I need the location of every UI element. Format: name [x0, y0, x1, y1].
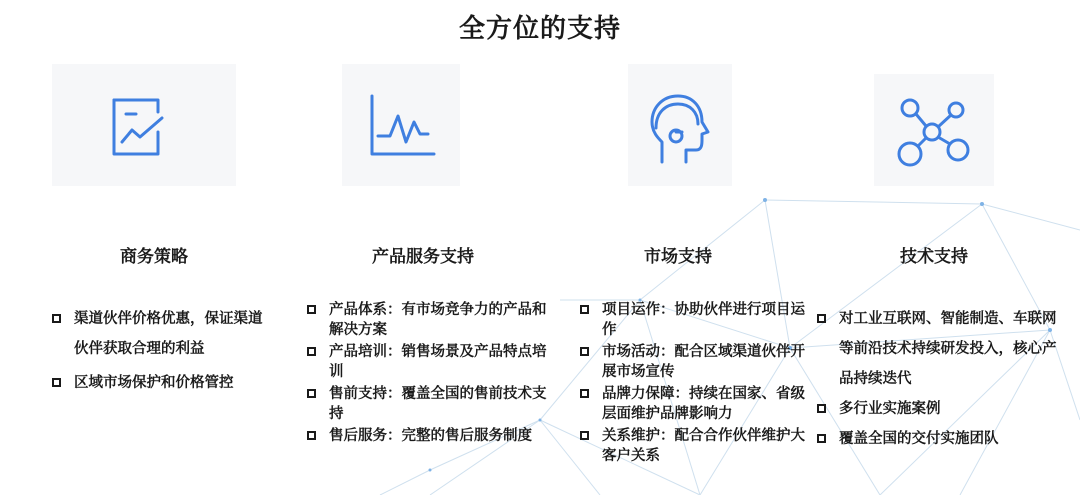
icon-panel: [874, 74, 994, 186]
pulse-chart-icon: [368, 94, 436, 160]
checkbox-bullet-icon: [52, 378, 61, 387]
checkbox-bullet-icon: [307, 305, 316, 314]
column-heading: 产品服务支持: [372, 247, 474, 267]
icon-panel: [342, 64, 460, 186]
chart-trend-icon: [110, 96, 168, 158]
checkbox-bullet-icon: [52, 314, 61, 323]
checkbox-bullet-icon: [580, 305, 589, 314]
checkbox-bullet-icon: [580, 431, 589, 440]
list-item: 渠道伙伴价格优惠，保证渠道伙伴获取合理的利益: [52, 304, 272, 364]
list-item: 项目运作：协助伙伴进行项目运作: [580, 300, 810, 340]
checkbox-bullet-icon: [580, 347, 589, 356]
list-item: 产品体系：有市场竞争力的产品和解决方案: [307, 300, 552, 340]
icon-panel: [628, 64, 732, 186]
page-title: 全方位的支持: [458, 14, 621, 44]
list-item: 市场活动：配合区域渠道伙伴开展市场宣传: [580, 342, 810, 382]
headset-user-icon: [646, 92, 718, 166]
list-item: 产品培训：销售场景及产品特点培训: [307, 342, 552, 382]
checkbox-bullet-icon: [817, 404, 826, 413]
column-heading: 技术支持: [900, 247, 968, 267]
checkbox-bullet-icon: [580, 389, 589, 398]
list-item: 品牌力保障：持续在国家、省级层面维护品牌影响力: [580, 384, 810, 424]
checkbox-bullet-icon: [817, 314, 826, 323]
list-item: 多行业实施案例: [817, 394, 1067, 424]
list-item: 区域市场保护和价格管控: [52, 368, 272, 398]
feature-list: [580, 300, 810, 468]
checkbox-bullet-icon: [307, 347, 316, 356]
list-item: 售前支持：覆盖全国的售前技术支持: [307, 384, 552, 424]
list-item: 售后服务：完整的售后服务制度: [307, 426, 552, 446]
column-heading: 市场支持: [644, 247, 712, 267]
list-item: 覆盖全国的交付实施团队: [817, 424, 1067, 454]
feature-list: [52, 304, 272, 402]
checkbox-bullet-icon: [307, 389, 316, 398]
feature-list: [307, 300, 552, 448]
icon-panel: [52, 64, 236, 186]
list-item: 关系维护：配合合作伙伴维护大客户关系: [580, 426, 810, 466]
column-heading: 商务策略: [120, 247, 188, 267]
network-nodes-icon: [894, 96, 972, 168]
checkbox-bullet-icon: [817, 434, 826, 443]
list-item: 对工业互联网、智能制造、车联网等前沿技术持续研发投入，核心产品持续迭代: [817, 304, 1067, 394]
checkbox-bullet-icon: [307, 431, 316, 440]
feature-list: [817, 304, 1067, 454]
